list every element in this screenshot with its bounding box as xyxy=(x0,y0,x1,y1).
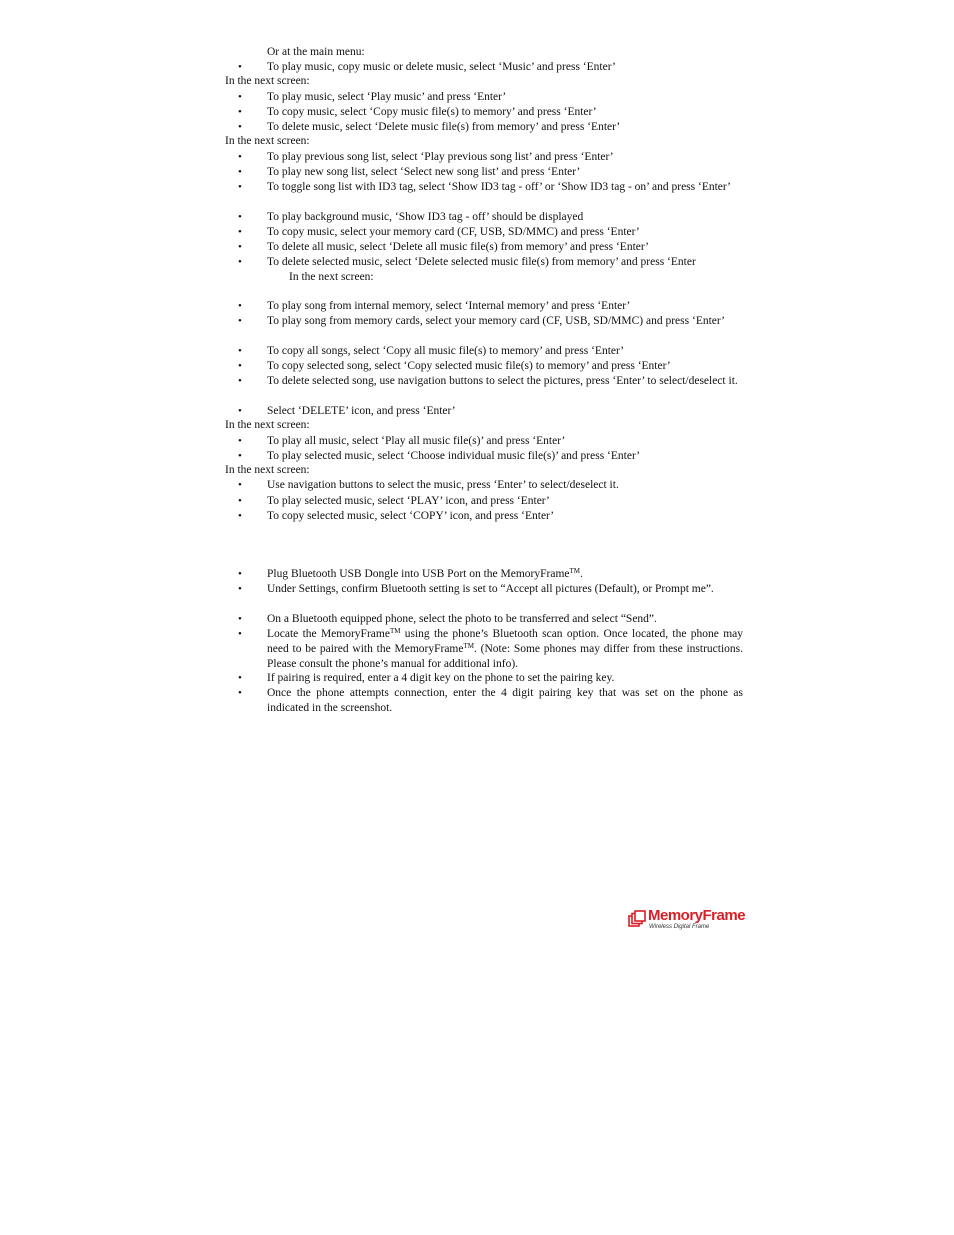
bullet: • xyxy=(238,360,242,372)
bullet: • xyxy=(238,375,242,387)
bluetooth-step-1: Plug Bluetooth USB Dongle into USB Port on the MemoryFrame™. xyxy=(267,567,583,580)
list-item: To play background music, ‘Show ID3 tag - off’ should be displayed xyxy=(267,211,584,223)
list-item: To copy music, select ‘Copy music file(s) to memory’ and press ‘Enter’ xyxy=(267,106,597,118)
list-item: To play previous song list, select ‘Play previous song list’ and press ‘Enter’ xyxy=(267,151,614,163)
bullet: • xyxy=(238,568,242,580)
bluetooth-step-6: Once the phone attempts connection, enter the 4 digit pairing key that was set on the phone as indicated in the screenshot. xyxy=(267,687,743,714)
bullet: • xyxy=(238,241,242,253)
list-item: To toggle song list with ID3 tag, select ‘Show ID3 tag - off’ or ‘Show ID3 tag - on’ and press ‘Enter’ xyxy=(267,181,731,193)
bullet: • xyxy=(238,435,242,447)
bullet: • xyxy=(238,450,242,462)
list-item: To play music, select ‘Play music’ and press ‘Enter’ xyxy=(267,91,507,103)
bullet: • xyxy=(238,479,242,491)
list-item: To delete selected music, select ‘Delete selected music file(s) from memory’ and press ‘Enter xyxy=(267,256,696,268)
list-item: To play selected music, select ‘Choose individual music file(s)’ and press ‘Enter’ xyxy=(267,450,641,462)
bullet: • xyxy=(238,628,242,640)
list-item: To play song from internal memory, select ‘Internal memory’ and press ‘Enter’ xyxy=(267,300,631,312)
bullet: • xyxy=(238,495,242,507)
next-screen-label: In the next screen: xyxy=(225,75,310,87)
list-item: Select ‘DELETE’ icon, and press ‘Enter’ xyxy=(267,405,456,417)
logo-subtitle: Wireless Digital Frame xyxy=(649,924,710,930)
list-item: To play new song list, select ‘Select new song list’ and press ‘Enter’ xyxy=(267,166,581,178)
bullet: • xyxy=(238,315,242,327)
list-item: To play selected music, select ‘PLAY’ icon, and press ‘Enter’ xyxy=(267,495,550,507)
next-screen-label: In the next screen: xyxy=(225,464,310,476)
bullet: • xyxy=(238,583,242,595)
bullet: • xyxy=(238,613,242,625)
frames-icon xyxy=(628,910,648,928)
list-item: To delete selected song, use navigation buttons to select the pictures, press ‘Enter’ to select/deselect it. xyxy=(267,375,738,387)
bluetooth-step-3: On a Bluetooth equipped phone, select the photo to be transferred and select “Send”. xyxy=(267,613,657,625)
list-item: Use navigation buttons to select the music, press ‘Enter’ to select/deselect it. xyxy=(267,479,619,491)
bullet: • xyxy=(238,91,242,103)
bullet: • xyxy=(238,226,242,238)
bullet: • xyxy=(238,687,242,699)
bluetooth-step-4: Locate the MemoryFrame™ using the phone’s Bluetooth scan option. Once located, the phone may need to be paired with the MemoryFrame™. (Note: Some phones may differ from these instructions. Please consult the phone’s manual for additional info). xyxy=(267,627,744,670)
bullet: • xyxy=(238,345,242,357)
bullet: • xyxy=(238,181,242,193)
next-screen-label-indented: In the next screen: xyxy=(289,271,374,283)
memoryframe-logo xyxy=(628,906,746,934)
bullet: • xyxy=(238,510,242,522)
list-item: To copy selected song, select ‘Copy selected music file(s) to memory’ and press ‘Enter’ xyxy=(267,360,671,372)
list-item: To play all music, select ‘Play all music file(s)’ and press ‘Enter’ xyxy=(267,435,566,447)
list-item: To play song from memory cards, select your memory card (CF, USB, SD/MMC) and press ‘Enter’ xyxy=(267,315,725,327)
bullet: • xyxy=(238,405,242,417)
next-screen-label: In the next screen: xyxy=(225,419,310,431)
bullet: • xyxy=(238,256,242,268)
list-item: To copy all songs, select ‘Copy all music file(s) to memory’ and press ‘Enter’ xyxy=(267,345,625,357)
bullet: • xyxy=(238,672,242,684)
main-menu-intro: Or at the main menu: xyxy=(267,46,365,58)
list-item: To copy music, select your memory card (CF, USB, SD/MMC) and press ‘Enter’ xyxy=(267,226,640,238)
bullet: • xyxy=(238,211,242,223)
list-item: To play music, copy music or delete music, select ‘Music’ and press ‘Enter’ xyxy=(267,61,616,73)
bullet: • xyxy=(238,61,242,73)
next-screen-label: In the next screen: xyxy=(225,135,310,147)
bullet: • xyxy=(238,300,242,312)
bullet: • xyxy=(238,166,242,178)
bullet: • xyxy=(238,151,242,163)
logo-title: MemoryFrame xyxy=(648,907,746,924)
bluetooth-step-2: Under Settings, confirm Bluetooth setting is set to “Accept all pictures (Default), or Prompt me”. xyxy=(267,583,714,595)
bullet: • xyxy=(238,106,242,118)
list-item: To delete music, select ‘Delete music file(s) from memory’ and press ‘Enter’ xyxy=(267,121,621,133)
list-item: To delete all music, select ‘Delete all music file(s) from memory’ and press ‘Enter’ xyxy=(267,241,649,253)
bluetooth-step-5: If pairing is required, enter a 4 digit key on the phone to set the pairing key. xyxy=(267,672,615,684)
bullet: • xyxy=(238,121,242,133)
list-item: To copy selected music, select ‘COPY’ icon, and press ‘Enter’ xyxy=(267,510,555,522)
